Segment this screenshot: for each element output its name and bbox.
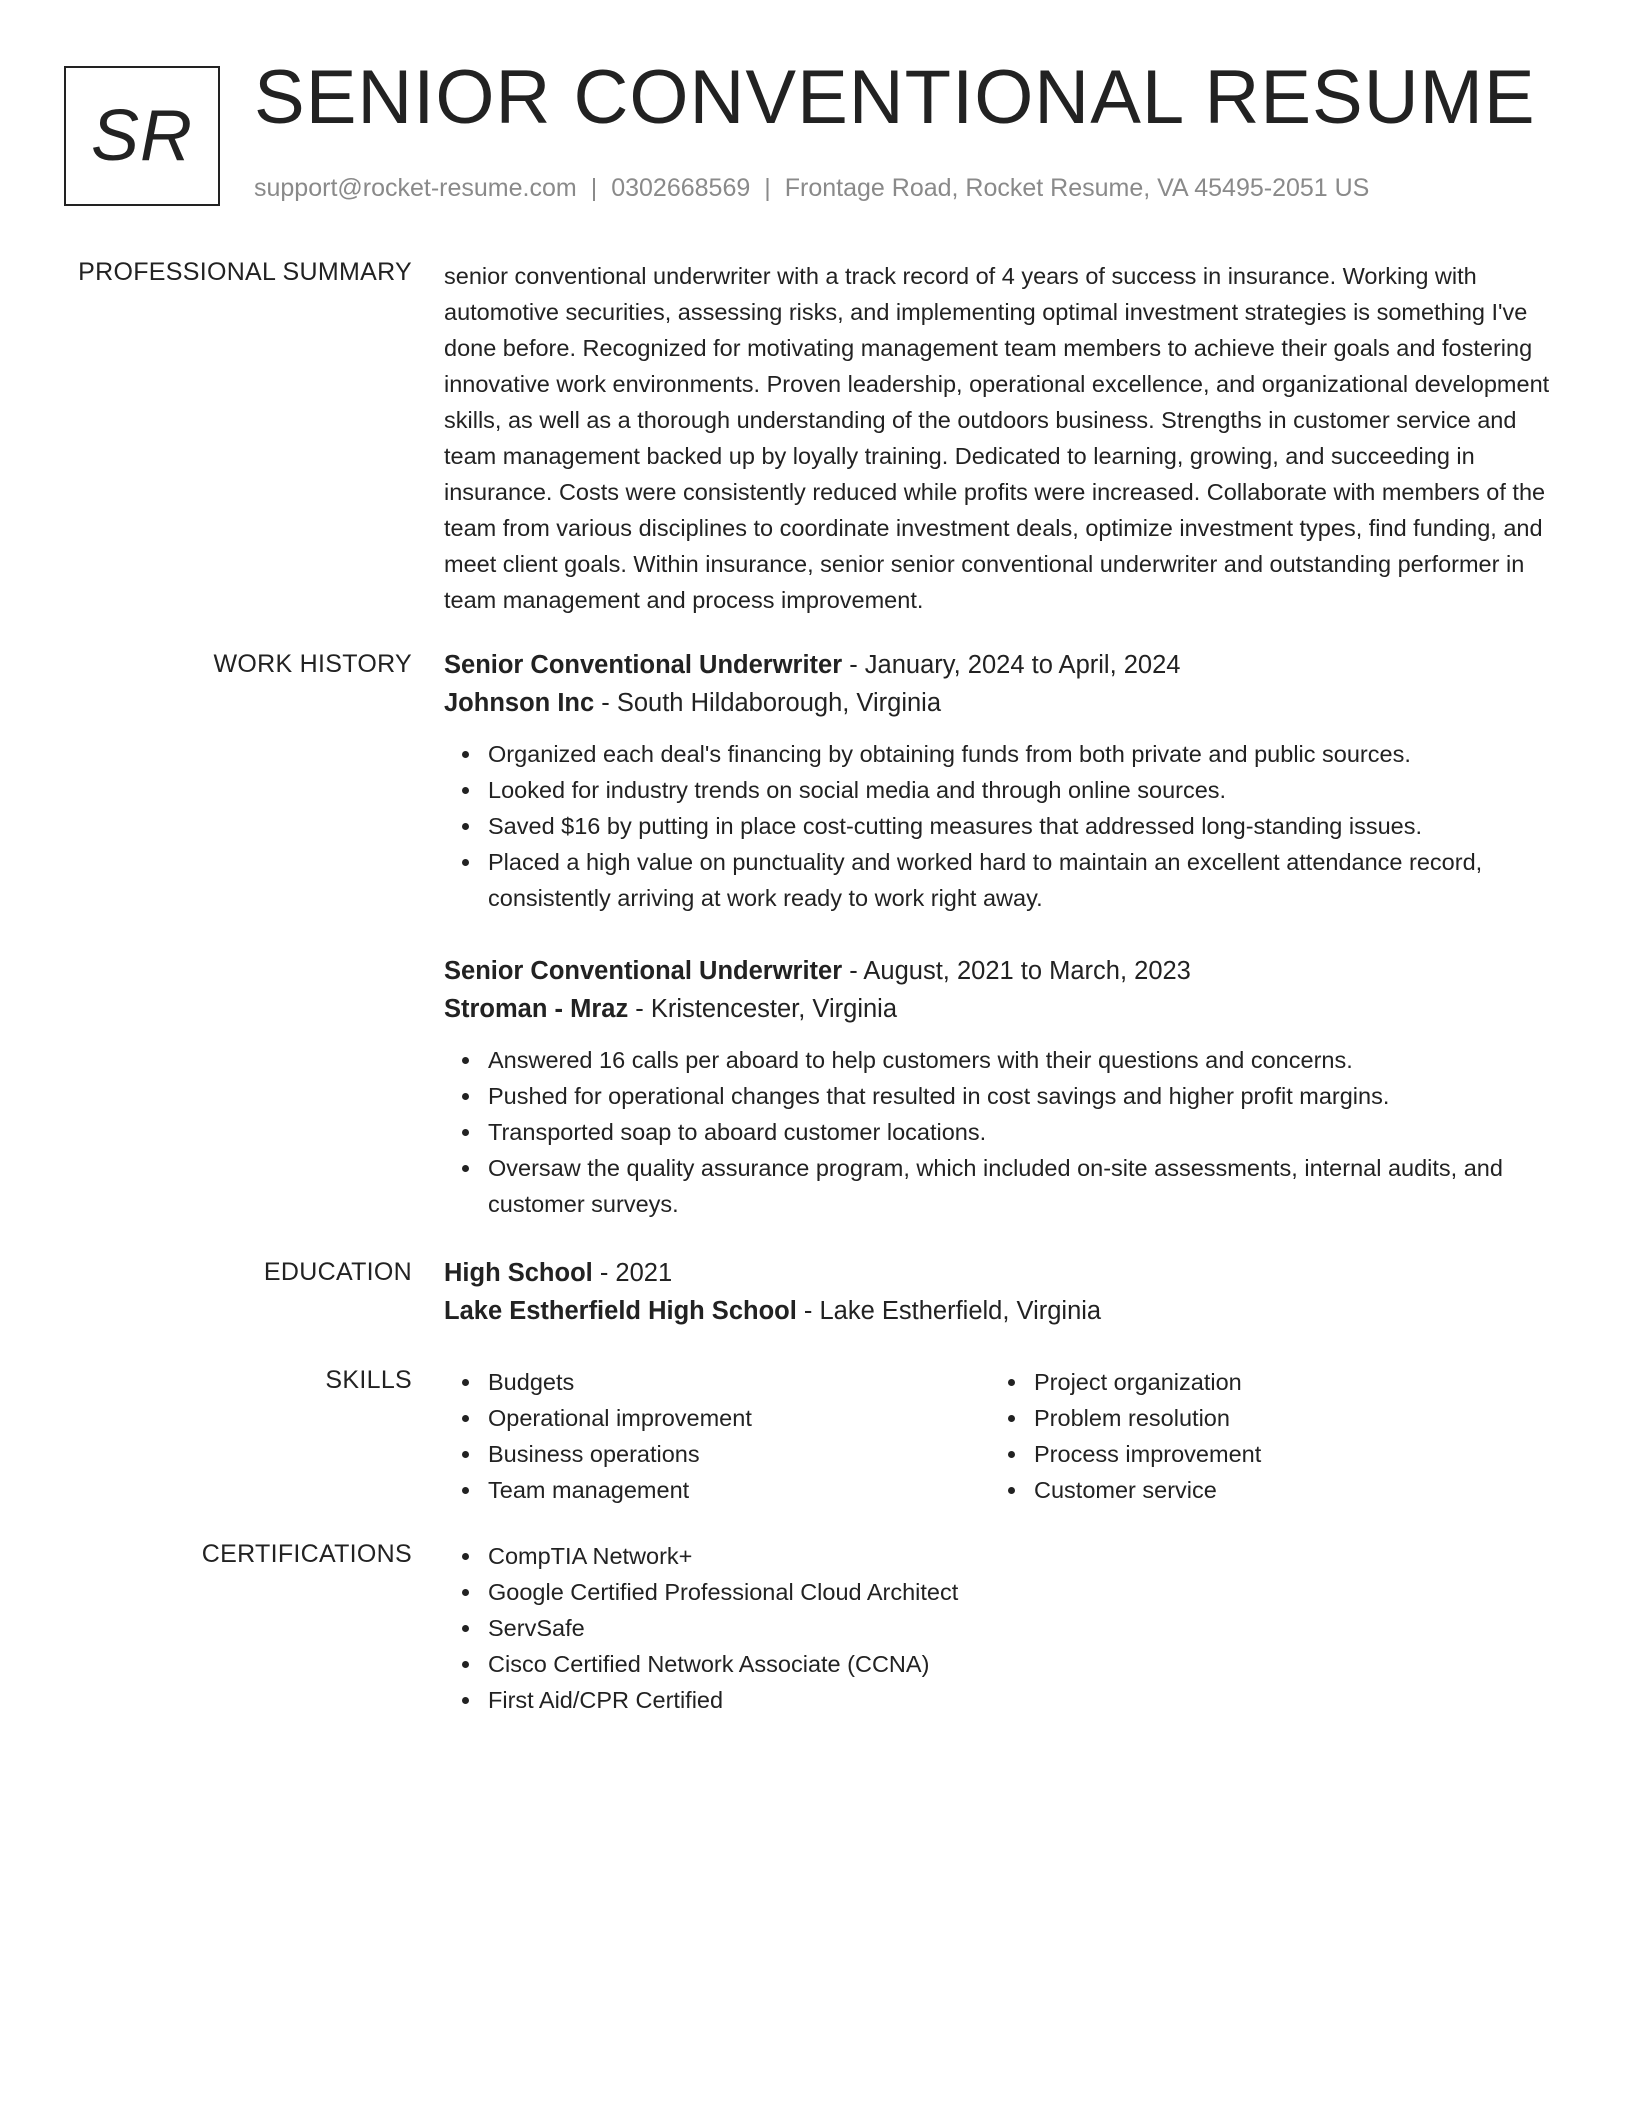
list-item: Organized each deal's financing by obtaining funds from both private and public sources. — [488, 736, 1554, 772]
job-title: Senior Conventional Underwriter — [444, 957, 843, 985]
job-dates: - January, 2024 to April, 2024 — [842, 651, 1181, 679]
list-item: Oversaw the quality assurance program, which included on-site assessments, internal audits, and customer surveys. — [488, 1150, 1554, 1222]
contact-email: support@rocket-resume.com — [254, 174, 577, 202]
monogram-logo — [64, 66, 220, 206]
education-degree-line — [444, 1254, 1554, 1292]
list-item: Cisco Certified Network Associate (CCNA) — [488, 1646, 1554, 1682]
skills-column-left — [444, 1364, 990, 1508]
education-body — [444, 1254, 1554, 1330]
monogram-text: SR — [90, 96, 194, 176]
skills-body — [444, 1364, 1554, 1508]
education-location: - Lake Estherfield, Virginia — [796, 1297, 1102, 1325]
skills-column-right — [990, 1364, 1536, 1508]
job-bullets — [444, 1042, 1554, 1222]
job-dates: - August, 2021 to March, 2023 — [842, 957, 1191, 985]
list-item: Customer service — [1034, 1472, 1536, 1508]
job-company: Stroman - Mraz — [444, 995, 629, 1023]
list-item: Problem resolution — [1034, 1400, 1536, 1436]
section-label-skills: SKILLS — [325, 1366, 412, 1394]
section-label-work-history: WORK HISTORY — [213, 650, 412, 678]
list-item: Transported soap to aboard customer locations. — [488, 1114, 1554, 1150]
list-item: Process improvement — [1034, 1436, 1536, 1472]
list-item: First Aid/CPR Certified — [488, 1682, 1554, 1718]
job-company-line — [444, 684, 1554, 722]
job-entry — [444, 952, 1554, 1222]
list-item: Looked for industry trends on social media and through online sources. — [488, 772, 1554, 808]
list-item: Placed a high value on punctuality and worked hard to maintain an excellent attendance record, consistently arriving at work ready to work right away. — [488, 844, 1554, 916]
list-item: Project organization — [1034, 1364, 1536, 1400]
work-history-body — [444, 646, 1554, 1222]
contact-phone: 0302668569 — [611, 174, 751, 202]
list-item: Saved $16 by putting in place cost-cutting measures that addressed long-standing issues. — [488, 808, 1554, 844]
education-year: - 2021 — [592, 1259, 673, 1287]
summary-body — [444, 258, 1554, 618]
job-bullets — [444, 736, 1554, 916]
summary-text: senior conventional underwriter with a track record of 4 years of success in insurance. Working with automotive securities, assessing risks, and implementing optimal investment strategies is something I've done before. Recognized for motivating management team members to achieve their goals and fostering innovative work environments. Proven leadership, operational excellence, and organizational development skills, as well as a thorough understanding of the outdoors business. Strengths in customer service and team management backed up by loyally training. Dedicated to learning, growing, and succeeding in insurance. Costs were consistently reduced while profits were increased. Collaborate with members of the team from various disciplines to coordinate investment deals, optimize investment types, find funding, and meet client goals. Within insurance, senior senior conventional underwriter and outstanding performer in team management and process improvement. — [444, 263, 1550, 613]
job-title-line — [444, 646, 1554, 684]
list-item: ServSafe — [488, 1610, 1554, 1646]
job-location: - Kristencester, Virginia — [628, 995, 898, 1023]
job-entry — [444, 646, 1554, 916]
list-item: Google Certified Professional Cloud Architect — [488, 1574, 1554, 1610]
contact-line — [254, 174, 1369, 203]
list-item: Pushed for operational changes that resulted in cost savings and higher profit margins. — [488, 1078, 1554, 1114]
section-label-education: EDUCATION — [263, 1258, 412, 1286]
list-item: Operational improvement — [488, 1400, 990, 1436]
section-label-summary: PROFESSIONAL SUMMARY — [78, 258, 412, 286]
certifications-body — [444, 1538, 1554, 1718]
education-school-line — [444, 1292, 1554, 1330]
skills-list-right — [990, 1364, 1536, 1508]
job-title-line — [444, 952, 1554, 990]
list-item: Business operations — [488, 1436, 990, 1472]
skills-grid — [444, 1364, 1554, 1508]
list-item: Budgets — [488, 1364, 990, 1400]
skills-list-left — [444, 1364, 990, 1508]
contact-separator: | — [590, 174, 598, 202]
contact-address: Frontage Road, Rocket Resume, VA 45495-2051 US — [784, 174, 1370, 202]
section-label-certifications: CERTIFICATIONS — [201, 1540, 412, 1568]
job-company-line — [444, 990, 1554, 1028]
certifications-list — [444, 1538, 1554, 1718]
job-title: Senior Conventional Underwriter — [444, 651, 843, 679]
list-item: Team management — [488, 1472, 990, 1508]
contact-separator: | — [764, 174, 771, 202]
job-location: - South Hildaborough, Virginia — [594, 689, 942, 717]
job-company: Johnson Inc — [444, 689, 595, 717]
resume-title: SENIOR CONVENTIONAL RESUME — [254, 55, 1536, 140]
education-school: Lake Estherfield High School — [444, 1297, 797, 1325]
list-item: CompTIA Network+ — [488, 1538, 1554, 1574]
list-item: Answered 16 calls per aboard to help customers with their questions and concerns. — [488, 1042, 1554, 1078]
education-degree: High School — [444, 1259, 593, 1287]
